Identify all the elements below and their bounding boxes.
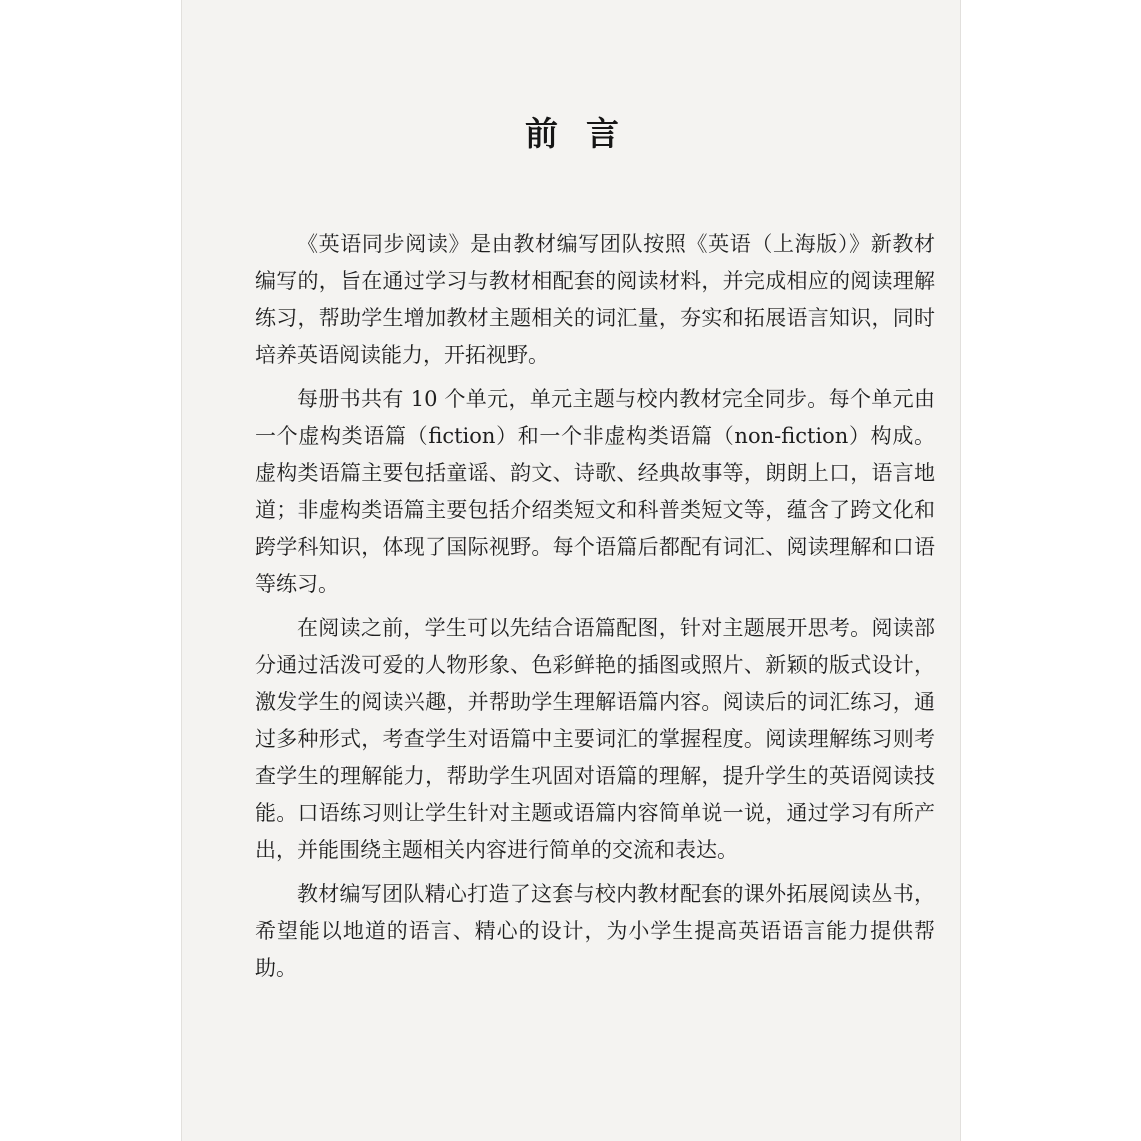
paragraph-reading: 在阅读之前，学生可以先结合语篇配图，针对主题展开思考。阅读部分通过活泼可爱的人物形象、色彩鲜艳的插图或照片、新颖的版式设计，激发学生的阅读兴趣，并帮助学生理解语篇内容。阅读后的词汇练习，通过多种形式，考查学生对语篇中主要词汇的掌握程度。阅读理解练习则考查学生的理解能力，帮助学生巩固对语篇的理解，提升学生的英语阅读技能。口语练习则让学生针对主题或语篇内容简单说一说，通过学习有所产出，并能围绕主题相关内容进行简单的交流和表达。 (255, 616, 935, 862)
preface-body (255, 226, 935, 994)
paragraph-units: 每册书共有 10 个单元，单元主题与校内教材完全同步。每个单元由一个虚构类语篇（fiction）和一个非虚构类语篇（non-fiction）构成。虚构类语篇主要包括童谣、韵文、诗歌、经典故事等，朗朗上口，语言地道；非虚构类语篇主要包括介绍类短文和科普类短文等，蕴含了跨文化和跨学科知识，体现了国际视野。每个语篇后都配有词汇、阅读理解和口语等练习。 (255, 387, 935, 596)
paragraph-intro: 《英语同步阅读》是由教材编写团队按照《英语（上海版）》新教材编写的，旨在通过学习与教材相配套的阅读材料，并完成相应的阅读理解练习，帮助学生增加教材主题相关的词汇量，夯实和拓展语言知识，同时培养英语阅读能力，开拓视野。 (255, 232, 935, 367)
paragraph-closing: 教材编写团队精心打造了这套与校内教材配套的课外拓展阅读丛书，希望能以地道的语言、精心的设计，为小学生提高英语语言能力提供帮助。 (255, 882, 935, 980)
page-title: 前言 (525, 114, 647, 153)
book-page (181, 0, 961, 1141)
